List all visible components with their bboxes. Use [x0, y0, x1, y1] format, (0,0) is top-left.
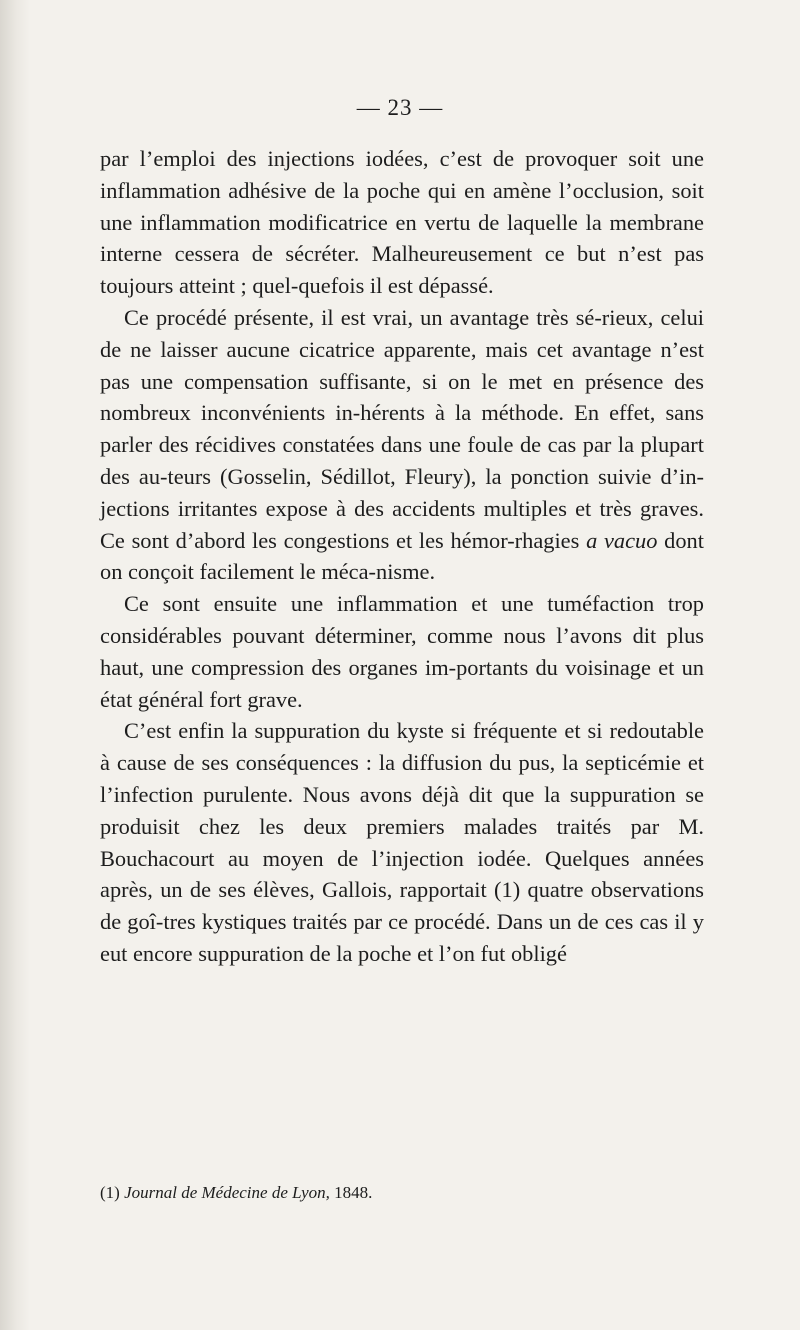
paragraph-3: Ce sont ensuite une inflammation et une tuméfaction trop considérables pouvant déterminer, comme nous l’avons dit plus haut, une compression des organes im-portants du voisinage et un état général fort grave.: [100, 591, 704, 712]
italic-phrase: a vacuo: [586, 527, 658, 553]
body-text: [100, 143, 704, 970]
paragraph-2-text-after: dont on conçoit facilement le méca-nisme.: [100, 527, 704, 585]
footnote-year: 1848.: [334, 1183, 373, 1202]
paragraph-2-text: Ce procédé présente, il est vrai, un avantage très sé-rieux, celui de ne laisser aucune cicatrice apparente, mais cet avantage n’est pas une compensation suffisante, si on le met en présence des nombreux inconvénients in-hérents à la méthode. En effet, sans parler des récidives constatées dans une foule de cas par la plupart des au-teurs (Gosselin, Sédillot, Fleury), la ponction suivie d’in-jections irritantes expose à des accidents multiples et très graves. Ce sont d’abord les congestions et les hémor-rhagies: [100, 304, 704, 553]
page-number: — 23 —: [356, 95, 444, 120]
paragraph-2: [100, 302, 704, 588]
paragraph-1: par l’emploi des injections iodées, c’est de provoquer soit une inflammation adhésive de la poche qui en amène l’occlusion, soit une inflammation modificatrice en vertu de laquelle la membrane interne cessera de sécréter. Malheureusement ce but n’est pas toujours atteint ; quel-quefois il est dépassé.: [100, 146, 704, 299]
page-edge-shadow: [0, 0, 30, 1330]
footnote-marker: (1): [100, 1183, 120, 1202]
footnote-journal: Journal de Médecine de Lyon,: [124, 1183, 330, 1202]
footnote: [100, 1182, 704, 1204]
paragraph-4: C’est enfin la suppuration du kyste si fréquente et si redoutable à cause de ses conséquences : la diffusion du pus, la septicémie et l’infection purulente. Nous avons déjà dit que la suppuration se produisit chez les deux premiers malades traités par M. Bouchacourt au moyen de l’injection iodée. Quelques années après, un de ses élèves, Gallois, rapportait (1) quatre observations de goî-tres kystiques traités par ce procédé. Dans un de ces cas il y eut encore suppuration de la poche et l’on fut obligé: [100, 718, 704, 966]
